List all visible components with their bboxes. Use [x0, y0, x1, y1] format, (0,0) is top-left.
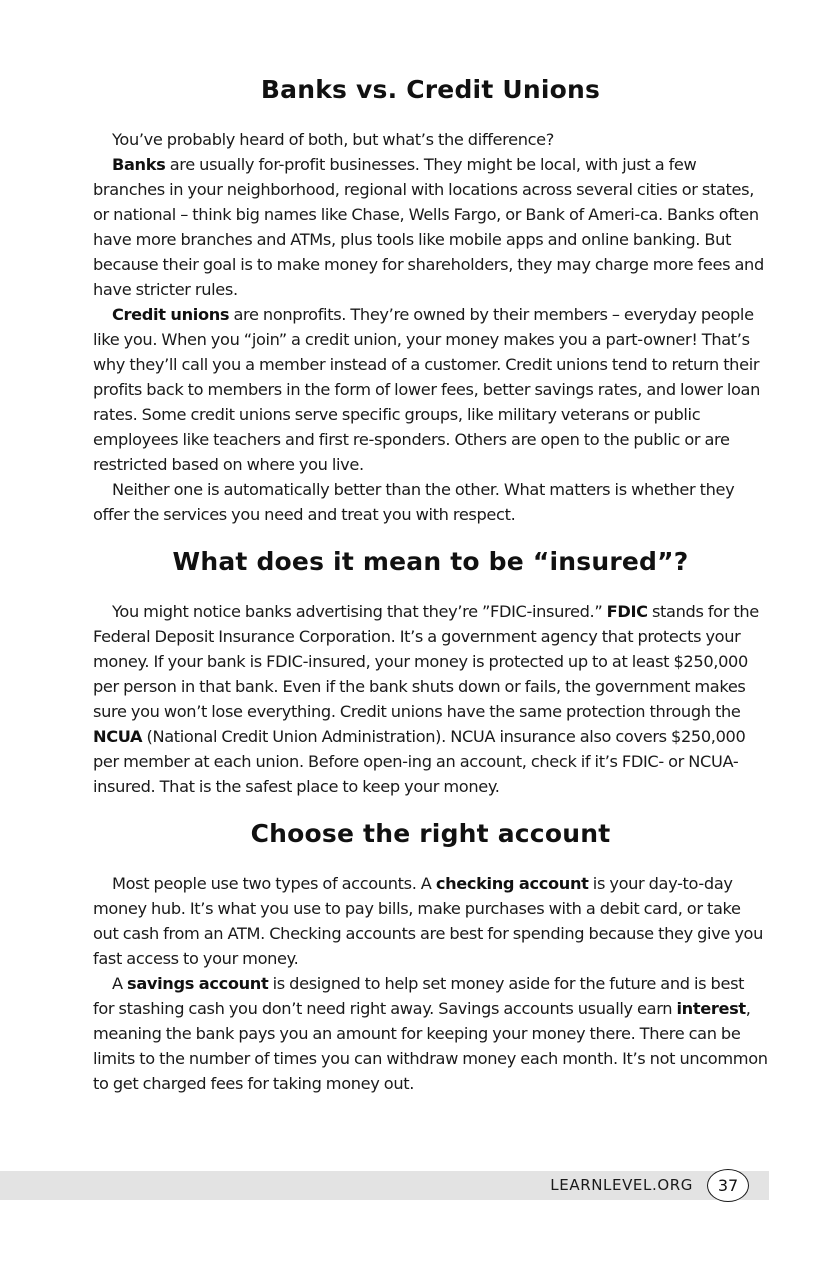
term-interest: interest — [676, 999, 746, 1018]
paragraph — [93, 971, 768, 1096]
paragraph-text: are nonprofits. They’re owned by their members – everyday people like you. When you “join” a credit union, your money makes you a part-owner! That’s why they’ll call you a member instead of a customer. Credit unions tend to return their profits back to members in the form of lower fees, better savings rates, and lower loan rates. Some credit unions serve specific groups, like military veterans or public employees like teachers and first re-sponders. Others are open to the public or are restricted based on where you live. — [93, 305, 761, 474]
paragraph-text: are usually for-profit businesses. They might be local, with just a few branches in your neighborhood, regional with locations across several cities or states, or national – think big names like Chase, Wells Fargo, or Bank of Ameri-ca. Banks often have more branches and ATMs, plus tools like mobile apps and online banking. But because their goal is to make money for shareholders, they may charge more fees and have stricter rules. — [93, 155, 764, 299]
section-body-banks-vs-credit-unions — [93, 127, 768, 527]
section-title-choose-account: Choose the right account — [250, 819, 611, 848]
term-ncua: NCUA — [93, 727, 143, 746]
paragraph — [93, 871, 768, 971]
section-title-insured: What does it mean to be “insured”? — [172, 547, 689, 576]
term-checking-account: checking account — [435, 874, 589, 893]
paragraph — [93, 477, 768, 527]
paragraph — [93, 127, 768, 152]
paragraph-text: , meaning the bank pays you an amount for keeping your money there. There can be limits to the number of times you can withdraw money each month. It’s not uncommon to get charged fees for taking money out. — [93, 999, 768, 1093]
section-body-choose-account — [93, 871, 768, 1096]
page-number: 37 — [707, 1169, 749, 1202]
term-savings-account: savings account — [127, 974, 269, 993]
paragraph-text: Most people use two types of accounts. A — [112, 874, 436, 893]
paragraph — [93, 599, 768, 799]
page-content — [93, 70, 768, 1096]
section-title-banks-vs-credit-unions: Banks vs. Credit Unions — [260, 75, 601, 104]
section-body-insured — [93, 599, 768, 799]
paragraph-text: You might notice banks advertising that they’re ”FDIC-insured.” — [112, 602, 607, 621]
paragraph-text: is designed to help set money aside for the future and is best for stashing cash you don’t need right away. Savings accounts usually earn — [93, 974, 745, 1018]
term-banks: Banks — [112, 155, 166, 174]
paragraph-text: You’ve probably heard of both, but what’s the difference? — [112, 130, 555, 149]
paragraph — [93, 152, 768, 302]
footer-bar — [0, 1171, 769, 1200]
paragraph-text: is your day-to-day money hub. It’s what you use to pay bills, make purchases with a debit card, or take out cash from an ATM. Checking accounts are best for spending because they give you fast access to your money. — [93, 874, 764, 968]
paragraph — [93, 302, 768, 477]
paragraph-text: A — [112, 974, 128, 993]
term-credit-unions: Credit unions — [112, 305, 230, 324]
paragraph-text: stands for the Federal Deposit Insurance Corporation. It’s a government agency that protects your money. If your bank is FDIC-insured, your money is protected up to at least $250,000 per person in that bank. Even if the bank shuts down or fails, the government makes sure you won’t lose everything. Credit unions have the same protection through the — [93, 602, 759, 721]
paragraph-text: Neither one is automatically better than the other. What matters is whether they offer the services you need and treat you with respect. — [93, 480, 735, 524]
term-fdic: FDIC — [606, 602, 648, 621]
paragraph-text: (National Credit Union Administration). NCUA insurance also covers $250,000 per member at each union. Before open-ing an account, check if it’s FDIC- or NCUA-insured. That is the safest place to keep your money. — [93, 727, 746, 796]
footer-site-name: LEARNLEVEL.ORG — [550, 1176, 693, 1194]
